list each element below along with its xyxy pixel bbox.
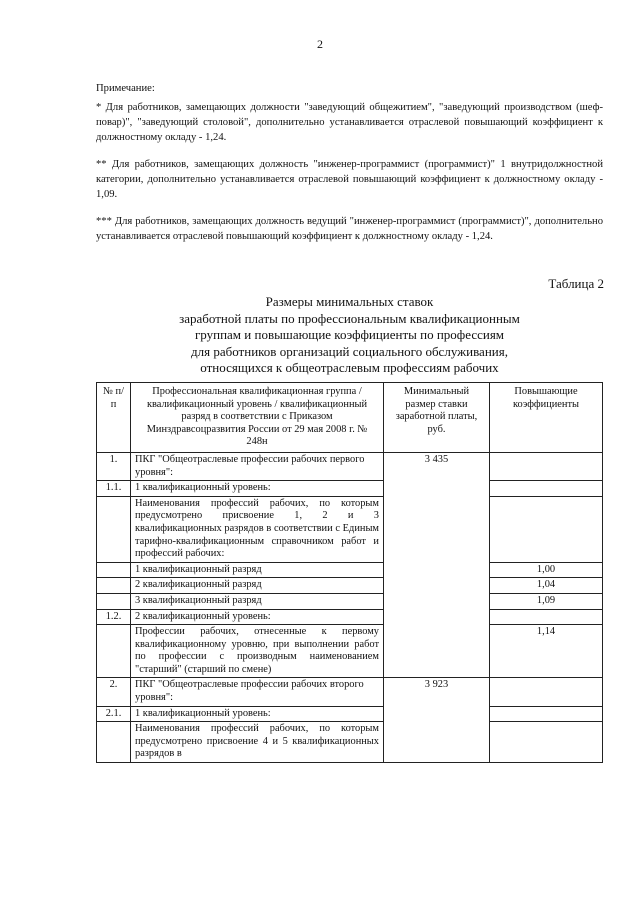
row-name: Наименования профессий рабочих, по которым предусмотрено присвоение 1, 2 и 3 квалификационных разрядов в соответствии с Единым тарифно-квалификационным справочником работ и профессий рабочих: <box>131 496 384 562</box>
note-item: ** Для работников, замещающих должность "инженер-программист (программист)" 1 внутридолжностной категории, дополнительно устанавливается отраслевой повышающий коэффициент к должностному окладу - 1,09. <box>96 159 603 200</box>
notes-section <box>96 81 603 244</box>
table-label: Таблица 2 <box>548 276 604 291</box>
table-row <box>97 452 603 480</box>
row-name: 2 квалификационный уровень: <box>131 609 384 625</box>
note-item: * Для работников, замещающих должности "заведующий общежитием", "заведующий производством (шеф-повар)", "заведующий столовой", дополнительно устанавливается отраслевой повышающий коэффициент к должностному окладу - 1,24. <box>96 102 603 143</box>
table-title-line: для работников организаций социального обслуживания, <box>191 343 508 359</box>
row-name: 3 квалификационный разряд <box>131 593 384 609</box>
header-num: № п/п <box>97 383 131 453</box>
row-num: 1.2. <box>97 609 131 625</box>
table-row <box>97 578 603 594</box>
row-name: 2 квалификационный разряд <box>131 578 384 594</box>
row-coef: 1,14 <box>490 625 603 678</box>
table-row <box>97 496 603 562</box>
row-num: 1.1. <box>97 481 131 497</box>
row-num <box>97 562 131 578</box>
row-name: Наименования профессий рабочих, по которым предусмотрено присвоение 4 и 5 квалификационных разрядов в <box>131 722 384 763</box>
table-row <box>97 609 603 625</box>
row-coef <box>490 678 603 706</box>
header-rate: Минимальный размер ставки заработной платы, руб. <box>384 383 490 453</box>
page-number: 2 <box>317 37 323 51</box>
table-row <box>97 706 603 722</box>
notes-title: Примечание: <box>96 83 155 94</box>
table-row <box>97 678 603 706</box>
table-row <box>97 481 603 497</box>
note-item: *** Для работников, замещающих должность ведущий "инженер-программист (программист)", дополнительно устанавливается отраслевой повышающий коэффициент к должностному окладу - 1,24. <box>96 216 603 242</box>
row-num <box>97 496 131 562</box>
row-coef: 1,00 <box>490 562 603 578</box>
table-row <box>97 593 603 609</box>
table-header-row <box>97 383 603 453</box>
row-name: ПКГ "Общеотраслевые профессии рабочих второго уровня": <box>131 678 384 706</box>
row-num <box>97 593 131 609</box>
table-title-line: относящихся к общеотраслевым профессиям рабочих <box>200 360 499 375</box>
table-row <box>97 625 603 678</box>
row-num <box>97 722 131 763</box>
header-group: Профессиональная квалификационная группа / квалификационный уровень / квалификационный разряд в соответствии с Приказом Минздравсоцразвития России от 29 мая 2008 г. № 248н <box>131 383 384 453</box>
table-title-line: заработной платы по профессиональным квалификационным <box>179 310 520 326</box>
header-coef: Повышающие коэффициенты <box>490 383 603 453</box>
row-num: 2.1. <box>97 706 131 722</box>
row-coef: 1,04 <box>490 578 603 594</box>
row-name: Профессии рабочих, отнесенные к первому квалификационному уровню, при выполнении работ по профессии с производным наименованием "старший" (старший по смене) <box>131 625 384 678</box>
row-rate: 3 435 <box>384 452 490 678</box>
row-num <box>97 625 131 678</box>
row-coef <box>490 609 603 625</box>
row-num <box>97 578 131 594</box>
row-name: 1 квалификационный разряд <box>131 562 384 578</box>
rates-table <box>96 382 603 763</box>
row-name: ПКГ "Общеотраслевые профессии рабочих первого уровня": <box>131 452 384 480</box>
row-num: 2. <box>97 678 131 706</box>
table-title-line: Размеры минимальных ставок <box>265 294 434 309</box>
row-coef <box>490 722 603 763</box>
row-coef: 1,09 <box>490 593 603 609</box>
table-title-line: группам и повышающие коэффициенты по профессиям <box>194 327 505 342</box>
row-name: 1 квалификационный уровень: <box>131 706 384 722</box>
row-rate: 3 923 <box>384 678 490 763</box>
row-coef <box>490 496 603 562</box>
table-row <box>97 722 603 763</box>
table-title <box>96 294 603 377</box>
table-row <box>97 562 603 578</box>
row-num: 1. <box>97 452 131 480</box>
row-coef <box>490 481 603 497</box>
row-name: 1 квалификационный уровень: <box>131 481 384 497</box>
row-coef <box>490 452 603 480</box>
row-coef <box>490 706 603 722</box>
